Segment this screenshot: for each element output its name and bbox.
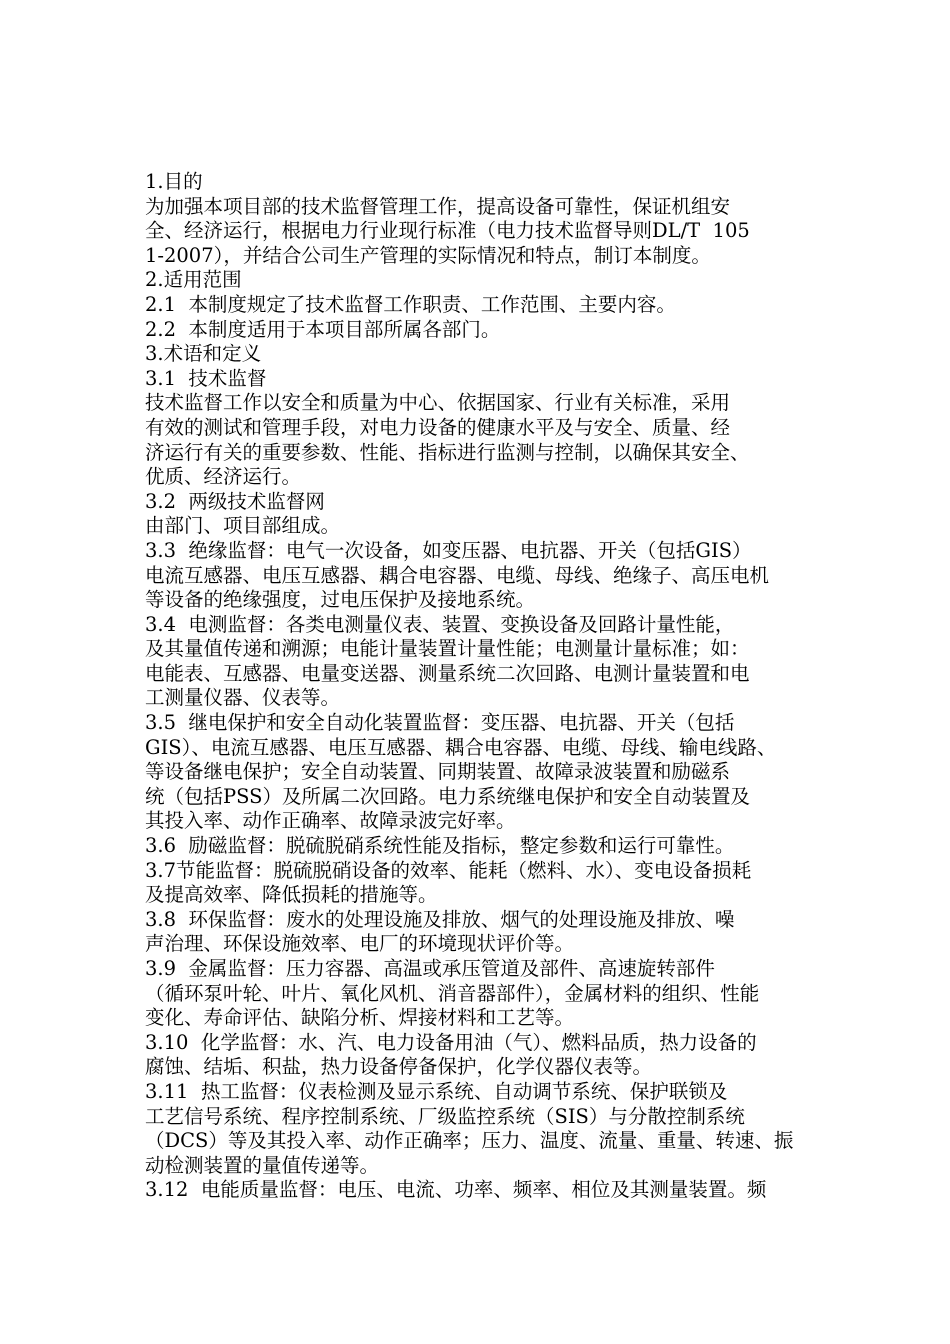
text-line: 济运行有关的重要参数、性能、指标进行监测与控制，以确保其安全、 — [145, 440, 750, 464]
text-line: 2.2 本制度适用于本项目部所属各部门。 — [145, 317, 501, 341]
text-line: 全、经济运行，根据电力行业现行标准（电力技术监督导则DL/T 105 — [145, 219, 750, 243]
text-line: 等设备继电保护；安全自动装置、同期装置、故障录波装置和励磁系 — [145, 760, 731, 784]
text-line: （DCS）等及其投入率、动作正确率；压力、温度、流量、重量、转速、振 — [145, 1129, 794, 1153]
text-line: （循环泵叶轮、叶片、氧化风机、消音器部件），金属材料的组织、性能 — [145, 981, 760, 1005]
text-line: 3.2 两级技术监督网 — [145, 489, 325, 513]
text-line: 3.8 环保监督：废水的处理设施及排放、烟气的处理设施及排放、噪 — [145, 907, 735, 931]
text-line: 腐蚀、结垢、积盐，热力设备停备保护，化学仪器仪表等。 — [145, 1055, 653, 1079]
text-line: 由部门、项目部组成。 — [145, 514, 341, 538]
text-line: 1-2007），并结合公司生产管理的实际情况和特点，制订本制度。 — [145, 243, 711, 267]
text-line: 动检测装置的量值传递等。 — [145, 1153, 380, 1177]
text-line: 3.9 金属监督：压力容器、高温或承压管道及部件、高速旋转部件 — [145, 957, 715, 980]
text-line: 电流互感器、电压互感器、耦合电容器、电缆、母线、绝缘子、高压电机 — [145, 563, 770, 587]
text-line: GIS）、电流互感器、电压互感器、耦合电容器、电缆、母线、输电线路、 — [145, 735, 777, 759]
text-line: 3.10 化学监督：水、汽、电力设备用油（气）、燃料品质，热力设备的 — [145, 1030, 757, 1054]
text-line: 3.11 热工监督：仪表检测及显示系统、自动调节系统、保护联锁及 — [145, 1079, 728, 1103]
text-line: 工测量仪器、仪表等。 — [145, 686, 341, 710]
text-line: 3.7节能监督：脱硫脱硝设备的效率、能耗（燃料、水）、变电设备损耗 — [145, 858, 752, 882]
text-line: 其投入率、动作正确率、故障录波完好率。 — [145, 809, 516, 833]
text-line: 1.目的 — [145, 170, 203, 193]
text-line: 电能表、互感器、电量变送器、测量系统二次回路、电测计量装置和电 — [145, 661, 750, 685]
text-line: 3.12 电能质量监督：电压、电流、功率、频率、相位及其测量装置。频 — [145, 1178, 767, 1202]
text-line: 3.术语和定义 — [145, 342, 262, 366]
document-body — [145, 170, 810, 1203]
text-line: 声治理、环保设施效率、电厂的环境现状评价等。 — [145, 932, 575, 956]
text-line: 3.3 绝缘监督：电气一次设备，如变压器、电抗器、开关（包括GIS） — [145, 538, 752, 562]
text-line: 及其量值传递和溯源；电能计量装置计量性能；电测量计量标准；如： — [145, 637, 750, 661]
text-line: 优质、经济运行。 — [145, 465, 302, 489]
text-line: 2.1 本制度规定了技术监督工作职责、工作范围、主要内容。 — [145, 292, 676, 316]
text-line: 有效的测试和管理手段，对电力设备的健康水平及与安全、质量、经 — [145, 415, 731, 439]
text-line: 3.6 励磁监督：脱硫脱硝系统性能及指标，整定参数和运行可靠性。 — [145, 834, 735, 858]
text-line: 等设备的绝缘强度，过电压保护及接地系统。 — [145, 588, 536, 612]
text-line: 3.4 电测监督：各类电测量仪表、装置、变换设备及回路计量性能， — [145, 612, 735, 636]
text-line: 及提高效率、降低损耗的措施等。 — [145, 883, 438, 907]
text-line: 3.5 继电保护和安全自动化装置监督：变压器、电抗器、开关（包括 — [145, 711, 735, 735]
text-line: 变化、寿命评估、缺陷分析、焊接材料和工艺等。 — [145, 1006, 575, 1030]
text-line: 统（包括PSS）及所属二次回路。电力系统继电保护和安全自动装置及 — [145, 784, 750, 808]
text-line: 为加强本项目部的技术监督管理工作，提高设备可靠性，保证机组安 — [145, 194, 731, 218]
text-line: 工艺信号系统、程序控制系统、厂级监控系统（SIS）与分散控制系统 — [145, 1104, 745, 1128]
text-line: 技术监督工作以安全和质量为中心、依据国家、行业有关标准，采用 — [145, 391, 731, 415]
text-line: 2.适用范围 — [145, 268, 242, 292]
text-line: 3.1 技术监督 — [145, 366, 267, 390]
